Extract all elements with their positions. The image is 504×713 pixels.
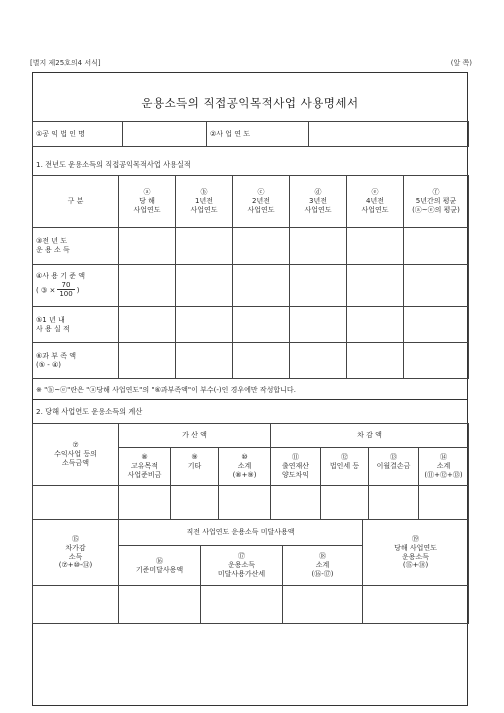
cell[interactable] [33, 486, 119, 520]
col-other: ⑨ 기타 [171, 448, 219, 486]
corp-name-field[interactable] [123, 122, 207, 147]
col-transfer-gain: ⑪ 출연재산 양도차익 [271, 448, 321, 486]
header-taxable-income: ⑦ 수익사업 등의 소득금액 [33, 424, 119, 486]
cell[interactable] [176, 307, 233, 343]
cell[interactable] [171, 486, 219, 520]
cell[interactable] [290, 228, 347, 265]
cell[interactable] [201, 586, 283, 624]
form-number: [별지 제25호의4 서식] [30, 59, 101, 67]
col-prev-subtotal: ⑱ 소계 (⑯-⑰) [283, 546, 363, 586]
income-calc-table [32, 423, 469, 520]
section-divider [33, 399, 467, 400]
cell[interactable] [233, 307, 290, 343]
section1-note: ※ "ⓑ~ⓔ"란은 "ⓐ당해 사업연도"의 "⑥과부족액"이 부수(-)인 경우에만 작성합니다. [36, 386, 296, 394]
cell[interactable] [321, 486, 369, 520]
section1-title: 1. 전년도 운용소득의 직접공익목적사업 사용실적 [36, 160, 191, 169]
cell[interactable] [233, 265, 290, 307]
cell[interactable] [219, 486, 271, 520]
cell[interactable] [283, 586, 363, 624]
cell[interactable] [290, 343, 347, 379]
header-prior-shortfall: 직전 사업연도 운용소득 미달사용액 [119, 520, 363, 546]
cell[interactable] [271, 486, 321, 520]
page-side-label: (앞 쪽) [450, 59, 472, 67]
col-shortfall-penalty: ⑰ 운용소득 미달사용가산세 [201, 546, 283, 586]
cell[interactable] [119, 228, 176, 265]
col-current-year: ⓐ 당 해 사업연도 [119, 176, 176, 228]
header-additions: 가 산 액 [119, 424, 271, 448]
net-income-table [32, 519, 469, 624]
cell[interactable] [119, 586, 201, 624]
row-excess-shortfall: ⑥과 부 족 액 (⑤ - ④) [33, 343, 119, 379]
fiscal-year-label: ②사 업 연 도 [207, 122, 309, 147]
cell[interactable] [176, 343, 233, 379]
cell[interactable] [347, 265, 404, 307]
category-header: 구 분 [33, 176, 119, 228]
cell[interactable] [404, 228, 469, 265]
col-reserve: ⑧ 고유목적 사업준비금 [119, 448, 171, 486]
col-1yr-prior: ⓑ 1년전 사업연도 [176, 176, 233, 228]
col-4yr-prior: ⓔ 4년전 사업연도 [347, 176, 404, 228]
cell[interactable] [290, 265, 347, 307]
cell[interactable] [419, 486, 469, 520]
section2-title: 2. 당해 사업연도 운용소득의 계산 [36, 407, 143, 416]
fraction-70-100: $\frac{70}{100}$ [59, 280, 73, 299]
cell[interactable] [176, 228, 233, 265]
cell[interactable] [176, 265, 233, 307]
header-net-income: ⑮ 차가감 소득 (⑦+⑩-⑭) [33, 520, 119, 586]
cell[interactable] [290, 307, 347, 343]
cell[interactable] [347, 228, 404, 265]
row-prior-year-income: ③전 년 도 운 용 소 득 [33, 228, 119, 265]
cell[interactable] [404, 265, 469, 307]
header-deductions: 차 감 액 [271, 424, 469, 448]
fiscal-year-field[interactable] [309, 122, 469, 147]
cell[interactable] [119, 486, 171, 520]
col-2yr-prior: ⓒ 2년전 사업연도 [233, 176, 290, 228]
col-loss-carryforward: ⑬ 이월결손금 [369, 448, 419, 486]
col-standard-shortfall: ⑯ 기준미달사용액 [119, 546, 201, 586]
col-3yr-prior: ⓓ 3년전 사업연도 [290, 176, 347, 228]
col-5yr-average: ⓕ 5년간의 평균 (ⓐ~ⓔ의 평균) [404, 176, 469, 228]
cell[interactable] [233, 228, 290, 265]
cell[interactable] [404, 343, 469, 379]
usage-record-table [32, 175, 469, 379]
cell[interactable] [233, 343, 290, 379]
col-corp-tax: ⑫ 법인세 등 [321, 448, 369, 486]
header-table [32, 121, 469, 147]
cell[interactable] [119, 307, 176, 343]
row-usage-standard: ④사 용 기 준 액 ( ③ × $\frac{70}{100}$ ) [33, 265, 119, 307]
cell[interactable] [347, 307, 404, 343]
form-title: 운용소득의 직접공익목적사업 사용명세서 [141, 96, 359, 110]
col-add-subtotal: ⑩ 소계 (⑧+⑨) [219, 448, 271, 486]
cell[interactable] [363, 586, 469, 624]
row-usage-within-1yr: ⑤1 년 내 사 용 실 적 [33, 307, 119, 343]
corp-name-label: ①공 익 법 인 명 [33, 122, 123, 147]
cell[interactable] [347, 343, 404, 379]
col-sub-subtotal: ⑭ 소계 (⑪+⑫+⑬) [419, 448, 469, 486]
cell[interactable] [404, 307, 469, 343]
form-frame [32, 72, 468, 706]
cell[interactable] [119, 343, 176, 379]
header-current-income: ⑲ 당해 사업연도 운용소득 (⑮+⑱) [363, 520, 469, 586]
cell[interactable] [33, 586, 119, 624]
cell[interactable] [369, 486, 419, 520]
cell[interactable] [119, 265, 176, 307]
